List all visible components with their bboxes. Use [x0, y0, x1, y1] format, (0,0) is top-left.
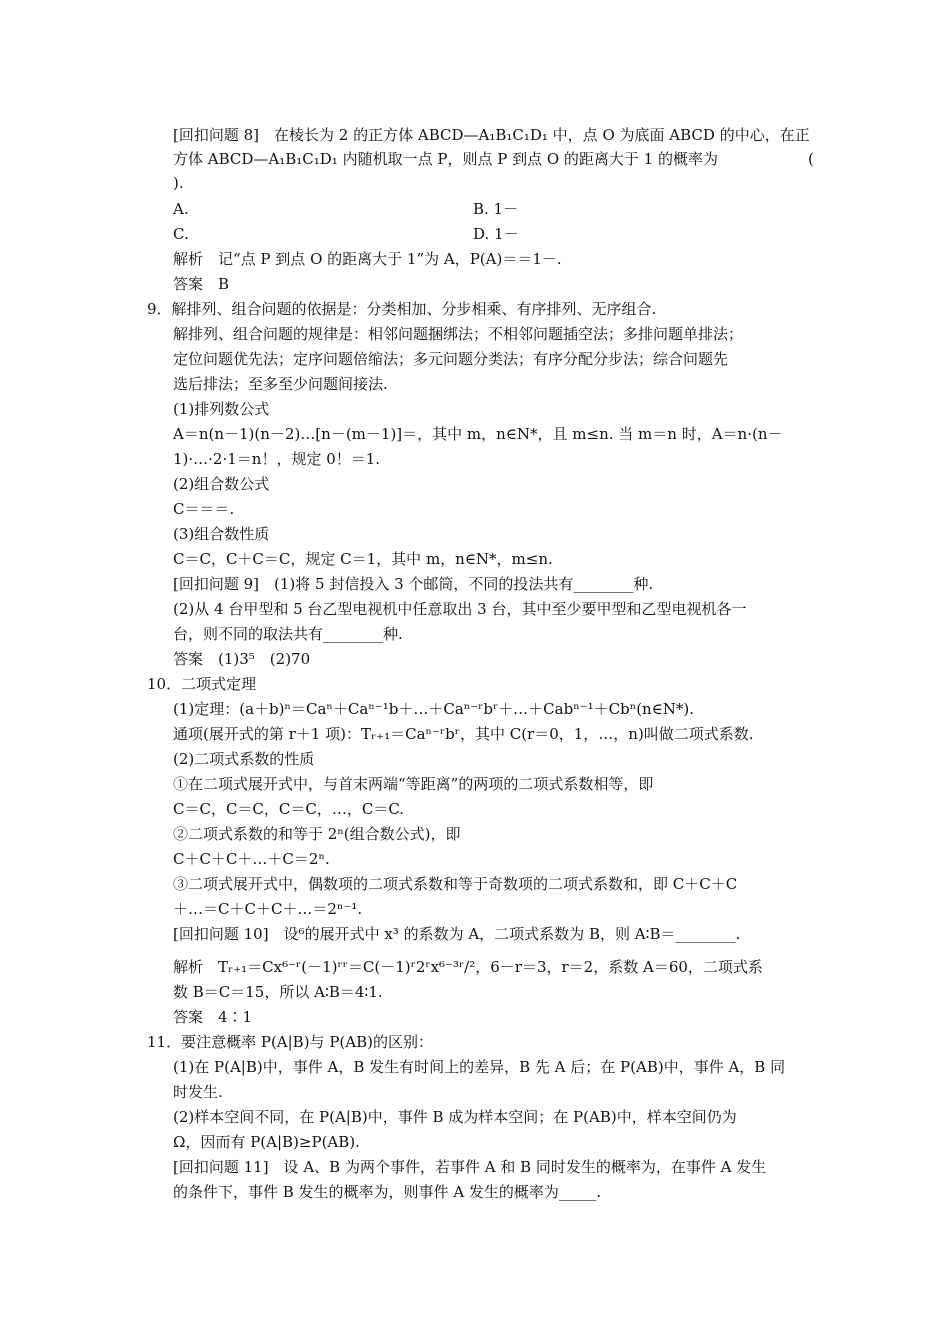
answer-line: 答案 B [173, 275, 230, 293]
text-line: (1)在 P(A|B)中，事件 A，B 发生有时间上的差异，B 先 A 后；在 P(AB)中，事件 A，B 同 [173, 1058, 786, 1076]
text-line: 的条件下，事件 B 发生的概率为，则事件 A 发生的概率为_____. [173, 1183, 602, 1201]
text-line: (1)定理：(a＋b)ⁿ＝Caⁿ＋Caⁿ⁻¹b＋…＋Caⁿ⁻ʳbʳ＋…＋Cabⁿ⁻¹＋Cbⁿ(n∈N*). [173, 700, 695, 718]
text-line: [回扣问题 10] 设⁶的展开式中 x³ 的系数为 A，二项式系数为 B，则 A∶B＝________. [173, 925, 741, 943]
text-line: ①在二项式展开式中，与首末两端“等距离”的两项的二项式系数相等，即 [173, 775, 654, 793]
text-line: 数 B＝C＝15，所以 A∶B＝4∶1. [173, 983, 383, 1001]
text-line: 解排列、组合问题的规律是：相邻问题捆绑法；不相邻问题插空法；多排问题单排法； [173, 325, 744, 343]
text-line: (2)从 4 台甲型和 5 台乙型电视机中任意取出 3 台，其中至少要甲型和乙型电视机各一 [173, 600, 747, 618]
text-line: Ω，因而有 P(A|B)≥P(AB). [173, 1133, 360, 1151]
text-line: 台，则不同的取法共有________种. [173, 625, 403, 643]
text-line: C＝C，C＋C＝C，规定 C＝1，其中 m，n∈N*，m≤n. [173, 550, 553, 568]
answer-line: 答案 (1)3⁵ (2)70 [173, 650, 311, 668]
text-line: C＝C，C＝C，C＝C，…，C＝C. [173, 800, 405, 818]
text-line: C＝＝＝. [173, 500, 235, 518]
text-line: ③二项式展开式中，偶数项的二项式系数和等于奇数项的二项式系数和，即 C＋C＋C [173, 875, 738, 893]
text-line: 1)·…·2·1＝n！，规定 0！＝1. [173, 450, 381, 468]
text-line: (2)样本空间不同，在 P(A|B)中，事件 B 成为样本空间；在 P(AB)中，样本空间仍为 [173, 1108, 737, 1126]
text-line: [回扣问题 9] (1)将 5 封信投入 3 个邮筒，不同的投法共有________种. [173, 575, 654, 593]
text-line: A＝n(n－1)(n－2)…[n－(m－1)]＝，其中 m，n∈N*，且 m≤n. 当 m＝n 时，A＝n·(n－ [173, 425, 783, 443]
text-line: (3)组合数性质 [173, 525, 270, 543]
text-line: 通项(展开式的第 r＋1 项)：Tᵣ₊₁＝Caⁿ⁻ʳbʳ，其中 C(r＝0，1，…，n)叫做二项式系数. [173, 725, 754, 743]
text-line: 方体 ABCD—A₁B₁C₁D₁ 内随机取一点 P，则点 P 到点 O 的距离大于 1 的概率为 ( [173, 150, 814, 168]
option-d: D. 1－ [473, 225, 519, 243]
option-a: A. [173, 200, 189, 218]
section-heading: 11．要注意概率 P(A|B)与 P(AB)的区别： [147, 1033, 433, 1051]
text-line: (2)二项式系数的性质 [173, 750, 315, 768]
text-line: (2)组合数公式 [173, 475, 270, 493]
text-line: ＋…＝C＋C＋C＋…＝2ⁿ⁻¹. [173, 900, 363, 918]
answer-line: 答案 4∶1 [173, 1008, 253, 1026]
text-line: 时发生. [173, 1083, 223, 1101]
text-line: 解析 Tᵣ₊₁＝Cx⁶⁻ʳ(－1)ʳʳ＝C(－1)ʳ2ʳx⁶⁻³ʳ/²，6－r＝3，r＝2，系数 A＝60，二项式系 [173, 958, 763, 976]
text-line: 选后排法；至多至少问题间接法. [173, 375, 388, 393]
text-line: ②二项式系数的和等于 2ⁿ(组合数公式)，即 [173, 825, 461, 843]
option-c: C. [173, 225, 189, 243]
text-line: [回扣问题 11] 设 A、B 为两个事件，若事件 A 和 B 同时发生的概率为，在事件 A 发生 [173, 1158, 767, 1176]
text-line: C＋C＋C＋…＋C＝2ⁿ. [173, 850, 330, 868]
text-line: 解析 记“点 P 到点 O 的距离大于 1”为 A，P(A)＝＝1－. [173, 250, 562, 268]
text-line: (1)排列数公式 [173, 400, 270, 418]
option-b: B. 1－ [473, 200, 519, 218]
section-heading: 10．二项式定理 [147, 675, 257, 693]
text-line: ). [173, 174, 184, 192]
section-heading: 9．解排列、组合问题的依据是：分类相加、分步相乘、有序排列、无序组合. [147, 300, 657, 318]
text-line: [回扣问题 8] 在棱长为 2 的正方体 ABCD—A₁B₁C₁D₁ 中，点 O 为底面 ABCD 的中心，在正 [173, 126, 810, 144]
text-line: 定位问题优先法；定序问题倍缩法；多元问题分类法；有序分配分步法；综合问题先 [173, 350, 729, 368]
